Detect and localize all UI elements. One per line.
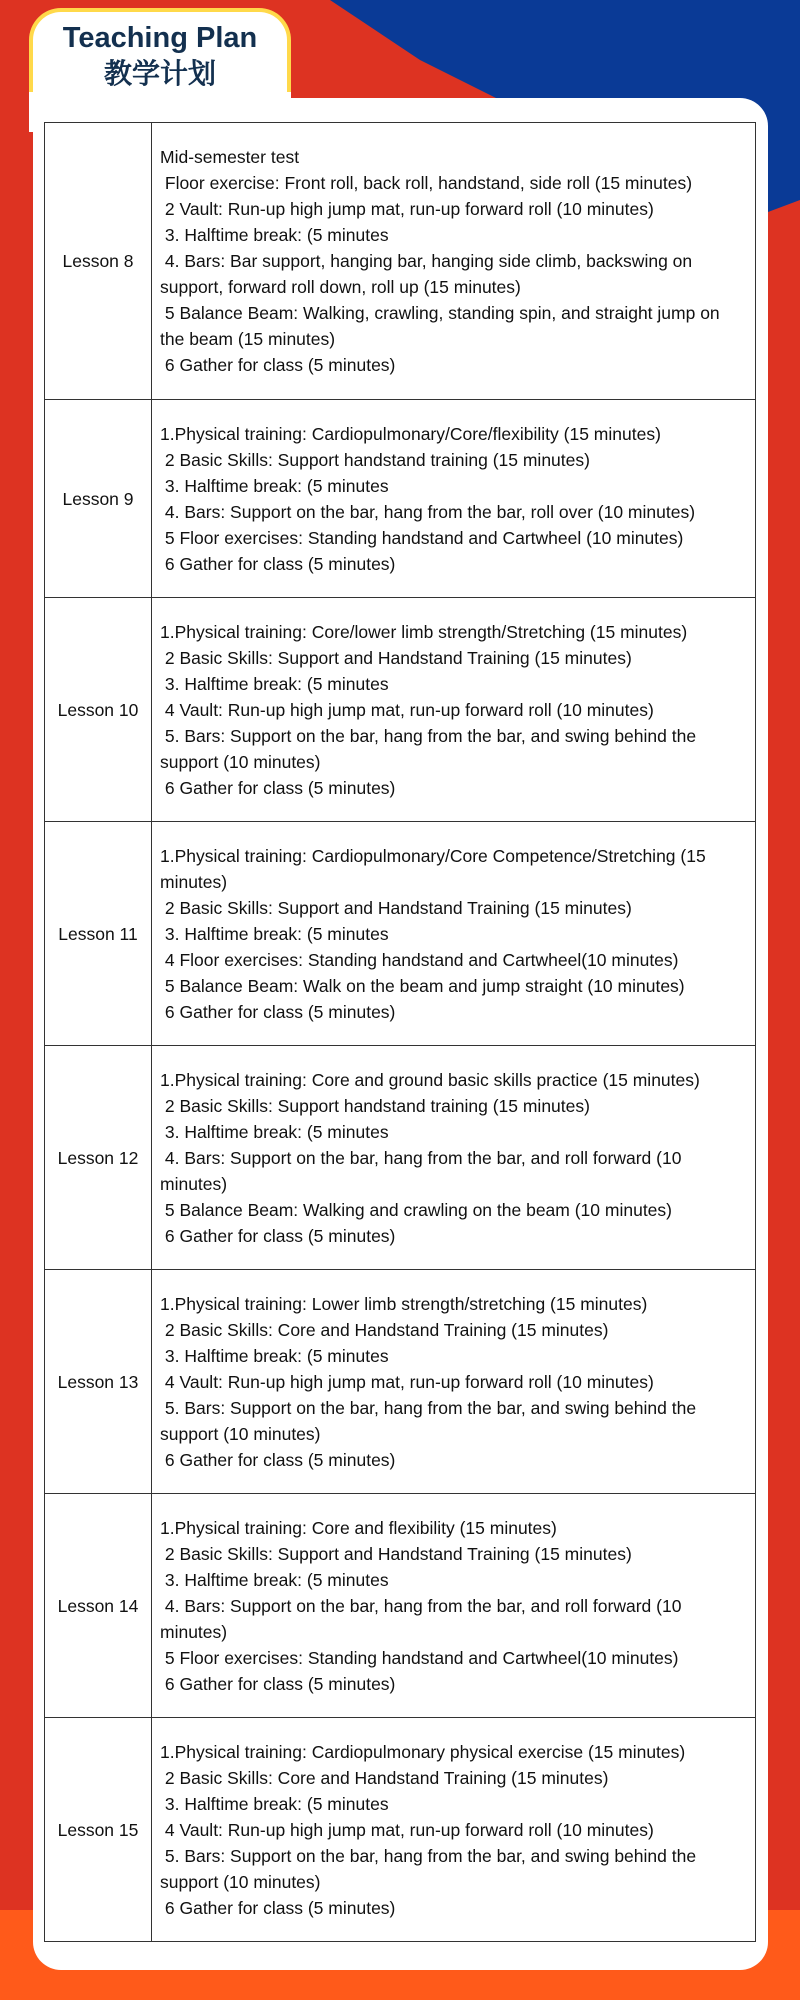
- lesson-item: 5. Bars: Support on the bar, hang from the bar, and swing behind the support (10 minutes): [160, 725, 701, 772]
- lesson-label: Lesson 13: [45, 1270, 152, 1494]
- lesson-content: [152, 400, 756, 598]
- lesson-item: Mid-semester test: [160, 147, 300, 167]
- lesson-row: [45, 1718, 756, 1942]
- lesson-item: 4. Bars: Support on the bar, hang from the bar, and roll forward (10 minutes): [160, 1147, 687, 1194]
- teaching-plan-table: [44, 122, 756, 1942]
- lesson-item: 3. Halftime break: (5 minutes: [160, 1121, 389, 1142]
- lesson-item: 3. Halftime break: (5 minutes: [160, 673, 389, 694]
- lesson-item: 3. Halftime break: (5 minutes: [160, 1569, 389, 1590]
- lesson-item: 5 Floor exercises: Standing handstand and Cartwheel(10 minutes): [160, 1647, 679, 1668]
- lesson-row: [45, 1270, 756, 1494]
- lesson-row: [45, 123, 756, 400]
- lesson-row: [45, 598, 756, 822]
- lesson-content: [152, 1494, 756, 1718]
- lesson-item: 3. Halftime break: (5 minutes: [160, 923, 389, 944]
- lesson-item: 2 Basic Skills: Support handstand training (15 minutes): [160, 449, 590, 470]
- lesson-item: 1.Physical training: Cardiopulmonary/Core/flexibility (15 minutes): [160, 423, 661, 444]
- page-title-chinese: 教学计划: [103, 58, 216, 89]
- lesson-item: 5 Balance Beam: Walking, crawling, standing spin, and straight jump on the beam (15 minutes): [160, 303, 725, 349]
- lesson-item: 5 Balance Beam: Walking and crawling on the beam (10 minutes): [160, 1199, 672, 1220]
- lesson-item: 3. Halftime break: (5 minutes: [160, 225, 389, 245]
- lesson-row: [45, 822, 756, 1046]
- lesson-label: Lesson 10: [45, 598, 152, 822]
- lesson-item: 6 Gather for class (5 minutes): [160, 1001, 396, 1022]
- lesson-item: 6 Gather for class (5 minutes): [160, 777, 396, 798]
- lesson-item: 6 Gather for class (5 minutes): [160, 355, 396, 375]
- lesson-label: Lesson 15: [45, 1718, 152, 1942]
- lesson-item: 6 Gather for class (5 minutes): [160, 1897, 396, 1918]
- lesson-item: 4. Bars: Support on the bar, hang from the bar, and roll forward (10 minutes): [160, 1595, 687, 1642]
- lesson-item: 1.Physical training: Core and flexibility (15 minutes): [160, 1517, 557, 1538]
- lesson-item: 4 Floor exercises: Standing handstand and Cartwheel(10 minutes): [160, 949, 679, 970]
- lesson-content: [152, 598, 756, 822]
- lesson-item: 6 Gather for class (5 minutes): [160, 1225, 396, 1246]
- lesson-content: [152, 822, 756, 1046]
- lesson-item: 2 Basic Skills: Support and Handstand Training (15 minutes): [160, 1543, 632, 1564]
- lesson-content: [152, 1046, 756, 1270]
- lesson-item: 6 Gather for class (5 minutes): [160, 1449, 396, 1470]
- lesson-item: 4 Vault: Run-up high jump mat, run-up forward roll (10 minutes): [160, 1371, 654, 1392]
- lesson-label: Lesson 8: [45, 123, 152, 400]
- lesson-item: 6 Gather for class (5 minutes): [160, 1673, 396, 1694]
- lesson-row: [45, 1494, 756, 1718]
- lesson-item: 2 Vault: Run-up high jump mat, run-up forward roll (10 minutes): [160, 199, 654, 219]
- table-body: [45, 123, 756, 1942]
- lesson-item: 5. Bars: Support on the bar, hang from the bar, and swing behind the support (10 minutes): [160, 1845, 701, 1892]
- lesson-item: 4 Vault: Run-up high jump mat, run-up forward roll (10 minutes): [160, 699, 654, 720]
- lesson-item: Floor exercise: Front roll, back roll, handstand, side roll (15 minutes): [160, 173, 693, 193]
- lesson-item: 2 Basic Skills: Support and Handstand Training (15 minutes): [160, 647, 632, 668]
- lesson-item: 5 Floor exercises: Standing handstand and Cartwheel (10 minutes): [160, 527, 684, 548]
- lesson-item: 4. Bars: Support on the bar, hang from the bar, roll over (10 minutes): [160, 501, 696, 522]
- lesson-content: [152, 1718, 756, 1942]
- lesson-item: 5. Bars: Support on the bar, hang from the bar, and swing behind the support (10 minutes): [160, 1397, 701, 1444]
- lesson-item: 2 Basic Skills: Support handstand training (15 minutes): [160, 1095, 590, 1116]
- lesson-item: 3. Halftime break: (5 minutes: [160, 1345, 389, 1366]
- lesson-item: 1.Physical training: Core and ground basic skills practice (15 minutes): [160, 1069, 700, 1090]
- lesson-label: Lesson 12: [45, 1046, 152, 1270]
- lesson-item: 1.Physical training: Core/lower limb strength/Stretching (15 minutes): [160, 621, 688, 642]
- lesson-item: 1.Physical training: Lower limb strength/stretching (15 minutes): [160, 1293, 648, 1314]
- lesson-item: 1.Physical training: Cardiopulmonary/Core Competence/Stretching (15 minutes): [160, 845, 711, 892]
- lesson-content: [152, 1270, 756, 1494]
- lesson-row: [45, 400, 756, 598]
- lesson-item: 2 Basic Skills: Core and Handstand Training (15 minutes): [160, 1767, 609, 1788]
- lesson-item: 2 Basic Skills: Support and Handstand Training (15 minutes): [160, 897, 632, 918]
- lesson-item: 4. Bars: Bar support, hanging bar, hanging side climb, backswing on support, forward roll down, roll up (15 minutes): [160, 251, 698, 297]
- lesson-item: 2 Basic Skills: Core and Handstand Training (15 minutes): [160, 1319, 609, 1340]
- page-title: Teaching Plan: [62, 22, 258, 54]
- lesson-label: Lesson 11: [45, 822, 152, 1046]
- lesson-item: 6 Gather for class (5 minutes): [160, 553, 396, 574]
- lesson-item: 5 Balance Beam: Walk on the beam and jump straight (10 minutes): [160, 975, 685, 996]
- lesson-item: 3. Halftime break: (5 minutes: [160, 1793, 389, 1814]
- lesson-row: [45, 1046, 756, 1270]
- lesson-item: 3. Halftime break: (5 minutes: [160, 475, 389, 496]
- lesson-item: 1.Physical training: Cardiopulmonary physical exercise (15 minutes): [160, 1741, 686, 1762]
- lesson-item: 4 Vault: Run-up high jump mat, run-up forward roll (10 minutes): [160, 1819, 654, 1840]
- lesson-label: Lesson 14: [45, 1494, 152, 1718]
- lesson-content: [152, 123, 756, 400]
- lesson-label: Lesson 9: [45, 400, 152, 598]
